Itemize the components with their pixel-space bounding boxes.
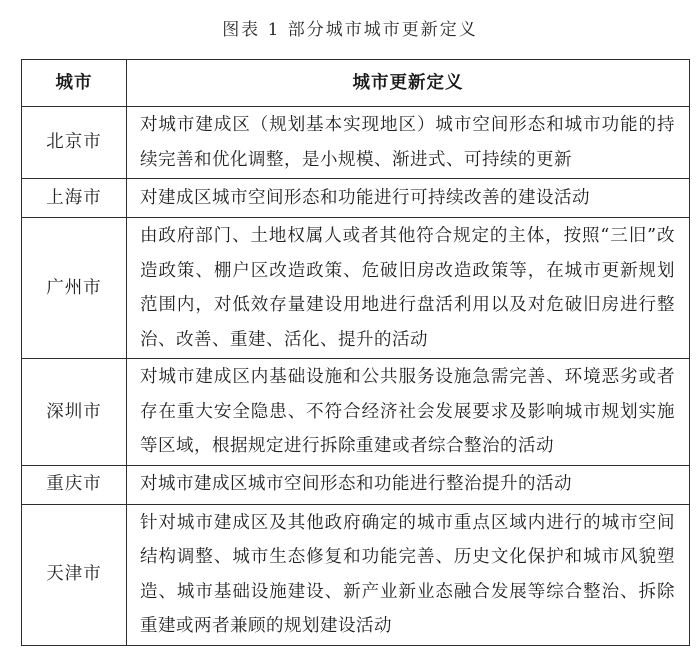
city-definition: 针对城市建成区及其他政府确定的城市重点区域内进行的城市空间结构调整、城市生态修复和功能完善、历史文化保护和城市风貌塑造、城市基础设施建设、新产业新业态融合发展等综合整治、拆除重建或两者兼顾的规划建设活动 <box>127 504 690 645</box>
header-definition: 城市更新定义 <box>127 60 690 107</box>
table-caption: 图表 1 部分城市城市更新定义 <box>222 20 478 40</box>
city-definition: 对城市建成区（规划基本实现地区）城市空间形态和城市功能的持续完善和优化调整，是小规模、渐进式、可持续的更新 <box>127 107 690 179</box>
table-row <box>22 359 690 466</box>
city-definition: 对城市建成区城市空间形态和功能进行整治提升的活动 <box>127 465 690 504</box>
city-name: 深圳市 <box>22 359 127 466</box>
document-page <box>0 15 700 664</box>
header-city: 城市 <box>22 60 127 107</box>
table-row <box>22 218 690 359</box>
city-definition: 由政府部门、土地权属人或者其他符合规定的主体，按照“三旧”改造政策、棚户区改造政策、危破旧房改造政策等，在城市更新规划范围内，对低效存量建设用地进行盘活利用以及对危破旧房进行整治、改善、重建、活化、提升的活动 <box>127 218 690 359</box>
city-name: 广州市 <box>22 218 127 359</box>
city-name: 北京市 <box>22 107 127 179</box>
city-name: 天津市 <box>22 504 127 645</box>
city-renewal-definition-table <box>21 59 690 646</box>
city-name: 重庆市 <box>22 465 127 504</box>
table-row <box>22 107 690 179</box>
table-row <box>22 179 690 218</box>
city-definition: 对城市建成区内基础设施和公共服务设施急需完善、环境恶劣或者存在重大安全隐患、不符合经济社会发展要求及影响城市规划实施等区域，根据规定进行拆除重建或者综合整治的活动 <box>127 359 690 466</box>
table-row <box>22 504 690 645</box>
city-definition: 对建成区城市空间形态和功能进行可持续改善的建设活动 <box>127 179 690 218</box>
table-row <box>22 465 690 504</box>
city-name: 上海市 <box>22 179 127 218</box>
table-header-row <box>22 60 690 107</box>
